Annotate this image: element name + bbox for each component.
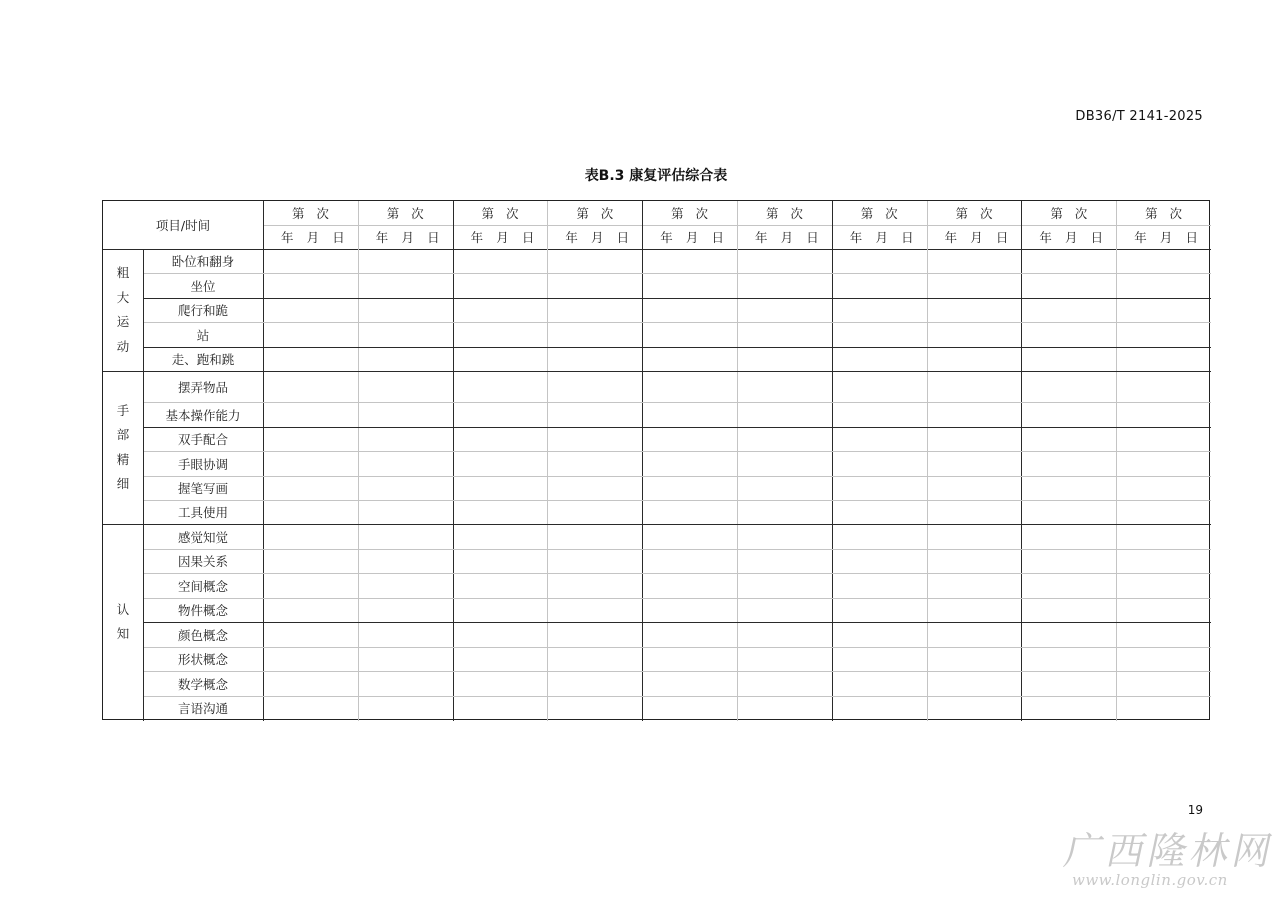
date-part: 月 [401, 230, 414, 245]
item-label: 手眼协调 [177, 456, 228, 472]
page-number: 19 [1187, 803, 1203, 817]
date-part: 月 [685, 230, 699, 245]
round-header: 第 次 [481, 206, 519, 221]
date-header [358, 225, 453, 249]
date-header [737, 225, 832, 249]
date-part: 年 [281, 230, 294, 245]
category-char: 部 [116, 427, 130, 442]
date-header [1021, 225, 1116, 249]
date-part: 年 [470, 230, 484, 245]
item-label: 卧位和翻身 [171, 254, 235, 269]
date-part: 日 [332, 230, 345, 245]
date-header [642, 225, 737, 249]
round-header: 第 次 [671, 206, 709, 221]
item-label: 工具使用 [177, 505, 228, 520]
corner-label: 项目/时间 [155, 218, 211, 233]
round-header: 第 次 [765, 206, 803, 221]
row-rule [143, 549, 1211, 550]
category-char: 细 [116, 476, 130, 491]
date-header [547, 225, 642, 249]
category-char: 粗 [116, 265, 130, 280]
date-part: 年 [375, 230, 389, 245]
date-header [832, 225, 927, 249]
column-rule [642, 201, 643, 721]
item-label: 因果关系 [177, 554, 228, 569]
row-rule [143, 298, 1211, 299]
date-part: 年 [565, 230, 578, 245]
row-rule [143, 500, 1211, 501]
item-label: 颜色概念 [177, 627, 228, 643]
date-part: 月 [591, 230, 604, 245]
date-part: 月 [875, 230, 888, 245]
column-rule [1116, 201, 1117, 721]
watermark-name: 广西隆林网 [1060, 829, 1280, 873]
category-char: 认 [116, 601, 130, 617]
watermark-url: www.longlin.gov.cn [1072, 871, 1228, 889]
date-part: 日 [711, 230, 724, 245]
round-header: 第 次 [955, 206, 993, 221]
category-column-rule [143, 249, 144, 721]
category-label [103, 524, 143, 720]
category-char: 手 [116, 402, 130, 418]
category-char: 精 [116, 451, 130, 467]
item-label: 形状概念 [177, 652, 228, 667]
date-part: 日 [995, 230, 1009, 245]
column-rule [358, 201, 359, 721]
item-label: 物件概念 [177, 603, 228, 618]
row-rule [143, 451, 1211, 452]
date-part: 年 [1039, 230, 1052, 245]
row-rule [143, 696, 1211, 697]
date-header [1116, 225, 1211, 249]
date-part: 日 [1185, 230, 1198, 245]
category-char: 动 [116, 338, 130, 354]
header-rule [103, 249, 1211, 250]
item-label: 站 [196, 327, 210, 343]
category-label [103, 371, 143, 524]
date-part: 年 [755, 230, 768, 245]
row-rule [143, 622, 1211, 623]
category-char: 知 [116, 626, 130, 641]
row-rule [143, 347, 1211, 348]
date-part: 日 [521, 230, 535, 245]
date-header [453, 225, 548, 249]
round-header: 第 次 [1145, 206, 1183, 221]
category-rule [103, 524, 1211, 525]
date-part: 日 [806, 230, 819, 245]
date-part: 月 [970, 230, 983, 245]
item-label: 走、跑和跳 [171, 352, 235, 367]
row-rule [143, 273, 1211, 274]
date-part: 月 [1159, 230, 1173, 245]
date-part: 年 [1134, 230, 1147, 245]
date-part: 年 [944, 230, 958, 245]
date-part: 月 [496, 230, 509, 245]
row-rule [143, 573, 1211, 574]
date-part: 日 [427, 230, 440, 245]
row-rule [143, 402, 1211, 403]
column-rule [263, 201, 264, 721]
column-rule [927, 201, 928, 721]
item-label: 爬行和跪 [177, 303, 228, 318]
date-header [263, 225, 358, 249]
item-label: 坐位 [190, 278, 216, 294]
category-rule [103, 371, 1211, 372]
round-header: 第 次 [860, 206, 898, 221]
item-label: 言语沟通 [177, 701, 228, 716]
item-label: 空间概念 [177, 578, 228, 594]
item-label: 双手配合 [177, 432, 228, 447]
round-header: 第 次 [291, 206, 329, 221]
date-part: 日 [616, 230, 630, 245]
date-part: 日 [1090, 230, 1104, 245]
category-char: 运 [116, 314, 130, 329]
round-header: 第 次 [386, 206, 424, 221]
column-rule [453, 201, 454, 721]
document-code: DB36/T 2141-2025 [1075, 109, 1203, 124]
item-label: 感觉知觉 [177, 529, 228, 545]
date-part: 月 [1065, 230, 1078, 245]
table-title: 表B.3 康复评估综合表 [584, 168, 728, 184]
row-rule [143, 322, 1211, 323]
date-part: 年 [660, 230, 673, 245]
round-header: 第 次 [576, 206, 614, 221]
item-label: 基本操作能力 [165, 407, 241, 423]
row-rule [143, 671, 1211, 672]
row-rule [143, 476, 1211, 477]
date-part: 年 [849, 230, 863, 245]
column-rule [1021, 201, 1022, 721]
column-rule [547, 201, 548, 721]
row-rule [143, 427, 1211, 428]
date-part: 日 [901, 230, 914, 245]
column-rule [832, 201, 833, 721]
item-label: 数学概念 [177, 676, 228, 692]
item-label: 握笔写画 [177, 481, 228, 496]
category-char: 大 [116, 289, 130, 305]
category-label [103, 249, 143, 371]
date-header [927, 225, 1022, 249]
date-part: 月 [306, 230, 320, 245]
assessment-table [102, 200, 1210, 720]
round-header: 第 次 [1050, 206, 1088, 221]
column-rule [737, 201, 738, 721]
item-label: 摆弄物品 [177, 379, 228, 395]
date-part: 月 [780, 230, 794, 245]
row-rule [143, 647, 1211, 648]
row-rule [143, 598, 1211, 599]
